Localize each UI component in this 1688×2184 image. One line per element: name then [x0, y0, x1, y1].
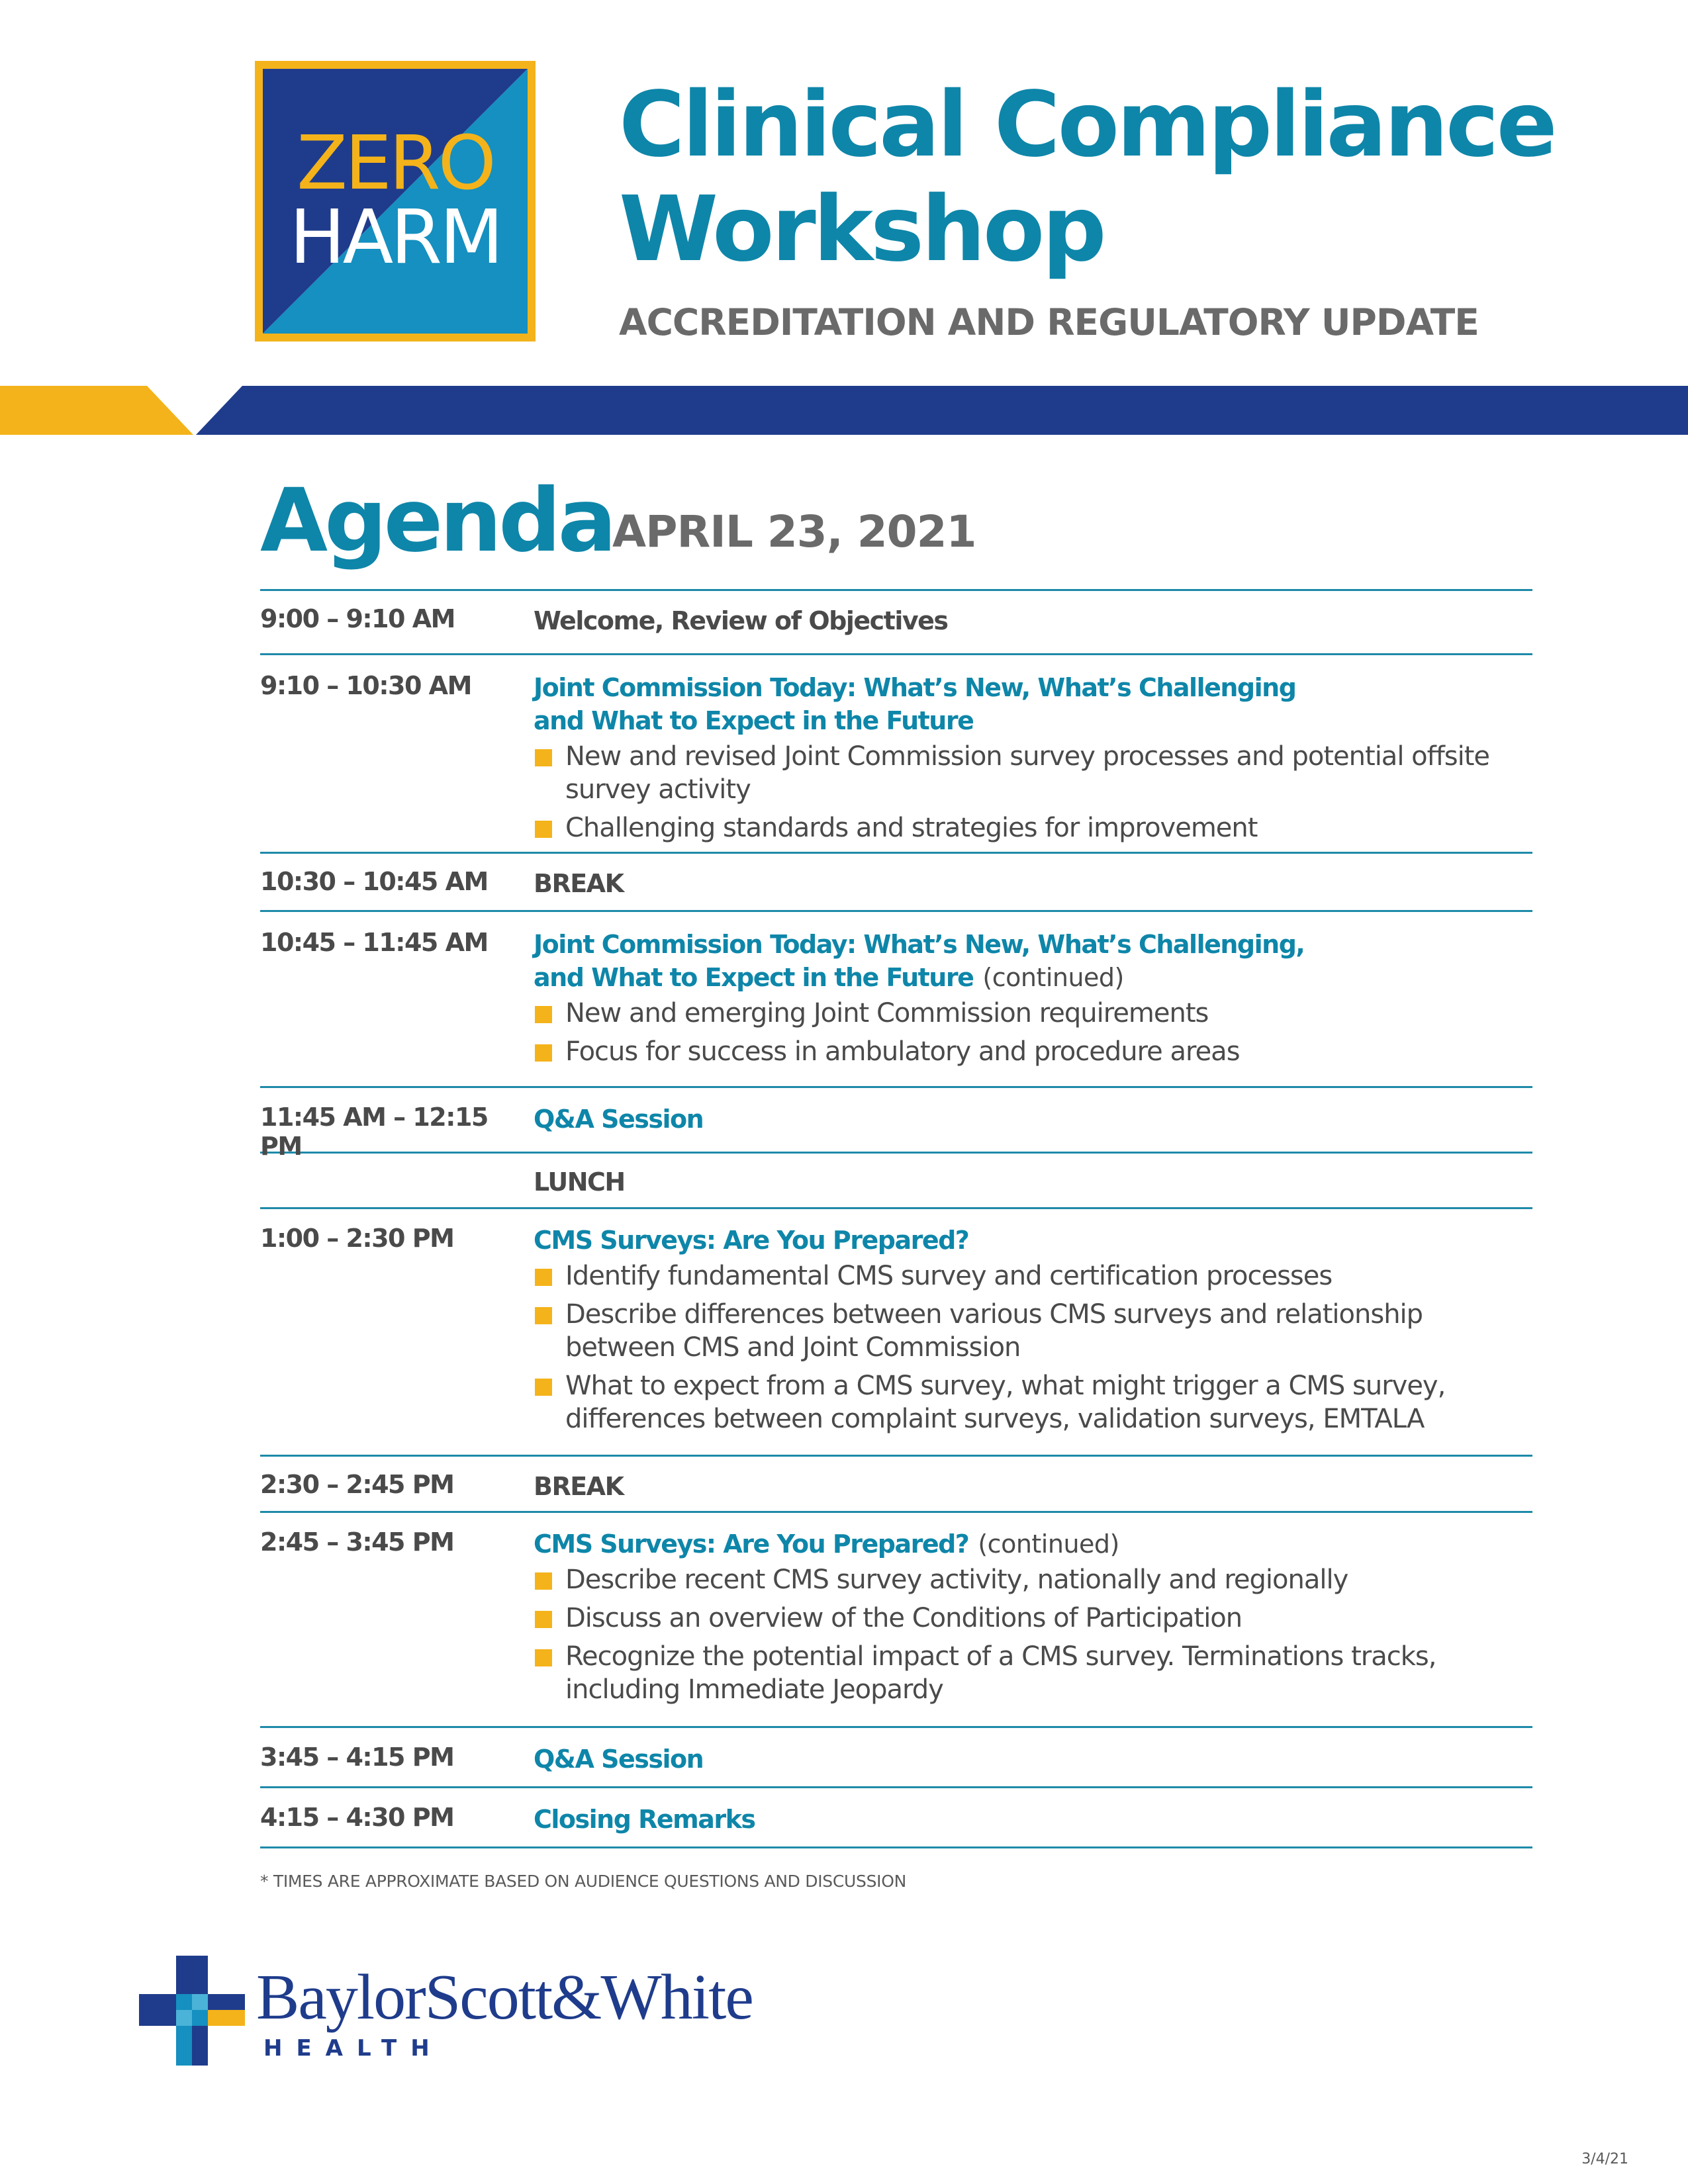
agenda-time: 9:10 – 10:30 AM [260, 671, 471, 700]
agenda-time: 11:45 AM – 12:15 PM [260, 1103, 488, 1161]
session-title: Q&A Session [534, 1745, 704, 1774]
agenda-row [260, 1154, 1532, 1209]
title-line-1: Clinical Compliance [619, 73, 1555, 177]
bullet-list [534, 1259, 1532, 1435]
bullet-text: Identify fundamental CMS survey and certification processes [565, 1261, 1333, 1291]
session-title: Welcome, Review of Objectives [534, 606, 948, 635]
page-title [619, 73, 1612, 282]
agenda-content [534, 1470, 1532, 1511]
bullet-text: New and emerging Joint Commission requirements [565, 998, 1209, 1028]
continued-label: (continued) [982, 963, 1124, 992]
bullet-square-icon [535, 1044, 552, 1062]
logo-word-harm: HARM [289, 195, 501, 281]
bullet-square-icon [535, 1611, 552, 1628]
bullet-square-icon [535, 1006, 552, 1023]
agenda-content [534, 867, 1532, 910]
session-title [534, 671, 1532, 737]
agenda-content [534, 928, 1532, 1086]
agenda-content [534, 671, 1532, 852]
session-title-text: CMS Surveys: Are You Prepared? [534, 1529, 969, 1559]
zero-harm-logo [255, 61, 536, 341]
session-title [534, 928, 1532, 994]
page-subtitle: ACCREDITATION AND REGULATORY UPDATE [619, 301, 1479, 343]
session-title: BREAK [534, 869, 624, 898]
agenda-row [260, 655, 1532, 854]
session-title: CMS Surveys: Are You Prepared? [534, 1226, 969, 1255]
bullet-text: What to expect from a CMS survey, what might trigger a CMS survey, differences between complaint surveys, validation surveys, EMTALA [565, 1371, 1446, 1434]
agenda-time: 10:45 – 11:45 AM [260, 928, 488, 957]
session-title-line-2: and What to Expect in the Future [534, 706, 974, 735]
bullet-item [534, 1259, 1532, 1293]
bullet-item [534, 1298, 1532, 1364]
continued-label: (continued) [978, 1529, 1119, 1559]
agenda-time: 10:30 – 10:45 AM [260, 867, 488, 896]
bullet-item [534, 811, 1532, 844]
agenda-content [534, 1165, 1532, 1207]
bullet-square-icon [535, 1572, 552, 1590]
bullet-square-icon [535, 1649, 552, 1666]
bullet-item [534, 997, 1532, 1030]
agenda-date: APRIL 23, 2021 [612, 506, 976, 557]
bullet-text: New and revised Joint Commission survey processes and potential offsite survey activity [565, 741, 1490, 805]
agenda-heading: Agenda [260, 470, 614, 572]
agenda-time: 2:30 – 2:45 PM [260, 1470, 454, 1499]
bullet-list [534, 997, 1532, 1068]
session-title [534, 1527, 1532, 1561]
bullet-item [534, 1563, 1532, 1596]
agenda-row [260, 1788, 1532, 1848]
session-title: Q&A Session [534, 1105, 704, 1134]
agenda-content [534, 1743, 1532, 1786]
bullet-item [534, 740, 1532, 806]
header-banner-stripe [0, 386, 1688, 435]
bullet-square-icon [535, 821, 552, 838]
session-title-line-1: Joint Commission Today: What’s New, What’s Challenging [534, 673, 1296, 702]
session-title: LUNCH [534, 1167, 625, 1197]
agenda-row [260, 1088, 1532, 1161]
agenda-row [260, 1209, 1532, 1457]
session-title-line-1: Joint Commission Today: What’s New, What’s Challenging, [534, 930, 1305, 959]
bullet-item [534, 1602, 1532, 1635]
bullet-text: Describe differences between various CMS surveys and relationship between CMS and Joint Commission [565, 1299, 1423, 1363]
baylor-cross-icon [139, 1956, 245, 2066]
agenda-content [534, 1527, 1532, 1726]
bullet-list [534, 740, 1532, 844]
agenda-time: 3:45 – 4:15 PM [260, 1743, 454, 1772]
document-date: 3/4/21 [1581, 2151, 1628, 2167]
bullet-item [534, 1369, 1532, 1435]
bullet-square-icon [535, 1269, 552, 1286]
agenda-row [260, 912, 1532, 1088]
brand-health: HEALTH [263, 2035, 444, 2062]
bullet-item [534, 1035, 1532, 1068]
bullet-list [534, 1563, 1532, 1706]
agenda-content [534, 1224, 1532, 1455]
bullet-square-icon [535, 749, 552, 766]
agenda-table [260, 589, 1532, 1848]
logo-word-zero: ZERO [297, 120, 494, 206]
bullet-item [534, 1640, 1532, 1706]
agenda-row [260, 1513, 1532, 1728]
agenda-content [534, 1103, 1532, 1152]
bullet-square-icon [535, 1307, 552, 1324]
times-approximate-note: * TIMES ARE APPROXIMATE BASED ON AUDIENCE QUESTIONS AND DISCUSSION [260, 1872, 907, 1891]
agenda-time [260, 1165, 534, 1207]
bullet-text: Challenging standards and strategies for improvement [565, 813, 1258, 843]
title-line-2: Workshop [619, 177, 1104, 282]
agenda-content [534, 604, 1532, 653]
agenda-row [260, 854, 1532, 912]
session-title: BREAK [534, 1472, 624, 1501]
agenda-row [260, 1457, 1532, 1513]
agenda-time: 2:45 – 3:45 PM [260, 1527, 454, 1557]
bullet-text: Describe recent CMS survey activity, nationally and regionally [565, 1565, 1348, 1595]
agenda-time: 4:15 – 4:30 PM [260, 1803, 454, 1832]
brand-name: BaylorScott&White [256, 1962, 753, 2033]
bullet-text: Recognize the potential impact of a CMS survey. Terminations tracks, including Immediate Jeopardy [565, 1641, 1436, 1705]
agenda-content [534, 1803, 1532, 1846]
bullet-square-icon [535, 1379, 552, 1396]
session-title: Closing Remarks [534, 1805, 755, 1834]
agenda-row [260, 1728, 1532, 1788]
bullet-text: Focus for success in ambulatory and procedure areas [565, 1036, 1240, 1067]
agenda-row [260, 591, 1532, 655]
bullet-text: Discuss an overview of the Conditions of Participation [565, 1603, 1243, 1633]
agenda-time: 9:00 – 9:10 AM [260, 604, 455, 633]
agenda-time: 1:00 – 2:30 PM [260, 1224, 454, 1253]
session-title-line-2: and What to Expect in the Future [534, 963, 974, 992]
